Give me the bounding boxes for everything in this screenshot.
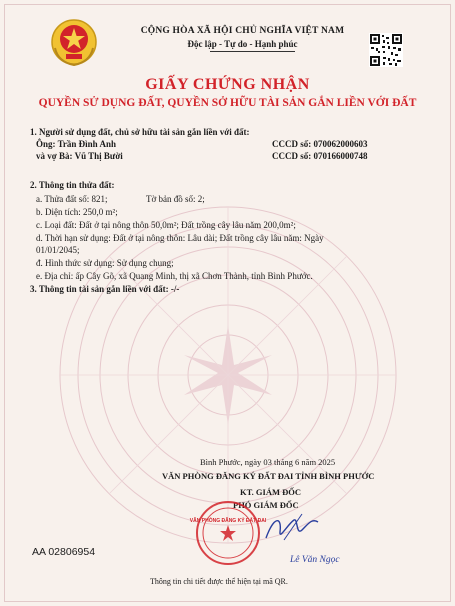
- place-date: Bình Phước, ngày 03 tháng 6 năm 2025: [200, 457, 336, 467]
- section3-heading: 3. Thông tin tài sản gắn liền với đất: -/-: [30, 284, 180, 294]
- drum-watermark: [58, 205, 398, 545]
- kt-director: KT. GIÁM ĐỐC: [240, 487, 301, 497]
- issuing-office: VĂN PHÒNG ĐĂNG KÝ ĐẤT ĐAI TỈNH BÌNH PHƯỚC: [162, 471, 375, 481]
- qr-footnote: Thông tin chi tiết được thể hiện tại mã QR.: [150, 577, 288, 586]
- owner1-id: CCCD số: 070062000603: [272, 139, 368, 149]
- motto-underline: [210, 51, 295, 52]
- section2-heading: 2. Thông tin thửa đất:: [30, 180, 115, 190]
- land-type: c. Loại đất: Đất ở tại nông thôn 50,0m²; Đất trồng cây lâu năm 200,0m²;: [36, 220, 296, 230]
- serial-number: AA 02806954: [32, 546, 96, 558]
- signature-mark: [262, 510, 322, 545]
- deputy-director: PHÓ GIÁM ĐỐC: [233, 500, 299, 510]
- nation-name: CỘNG HÒA XÃ HỘI CHỦ NGHĨA VIỆT NAM: [140, 26, 345, 36]
- parcel-area: b. Diện tích: 250,0 m²;: [36, 207, 118, 217]
- document-subtitle: QUYỀN SỬ DỤNG ĐẤT, QUYỀN SỞ HỮU TÀI SẢN GẮN LIỀN VỚI ĐẤT: [38, 97, 417, 109]
- map-sheet-number: Tờ bản đồ số: 2;: [146, 194, 205, 204]
- section1-heading: 1. Người sử dụng đất, chủ sở hữu tài sản gắn liền với đất:: [30, 127, 250, 137]
- national-motto: Độc lập - Tự do - Hạnh phúc: [187, 39, 298, 49]
- owner1-name: Ông: Trần Đình Anh: [36, 139, 116, 149]
- signer-name: Lê Văn Ngọc: [290, 555, 340, 565]
- usage-form: đ. Hình thức sử dụng: Sử dụng chung;: [36, 258, 174, 268]
- document-title: GIẤY CHỨNG NHẬN: [145, 76, 310, 93]
- parcel-address: e. Địa chỉ: ấp Cây Gõ, xã Quang Minh, thị xã Chơn Thành, tỉnh Bình Phước.: [36, 271, 313, 281]
- stamp-text: VĂN PHÒNG ĐĂNG KÝ ĐẤT ĐAI: [189, 518, 267, 524]
- owner2-id: CCCD số: 070166000748: [272, 151, 368, 161]
- owner2-name: và vợ Bà: Vũ Thị Bười: [36, 151, 123, 161]
- usage-term-line2: 01/01/2045;: [36, 245, 80, 255]
- usage-term-line1: d. Thời hạn sử dụng: Đất ở tại nông thôn: Lâu dài; Đất trồng cây lâu năm: Ngày: [36, 233, 324, 243]
- parcel-number: a. Thửa đất số: 821;: [36, 194, 108, 204]
